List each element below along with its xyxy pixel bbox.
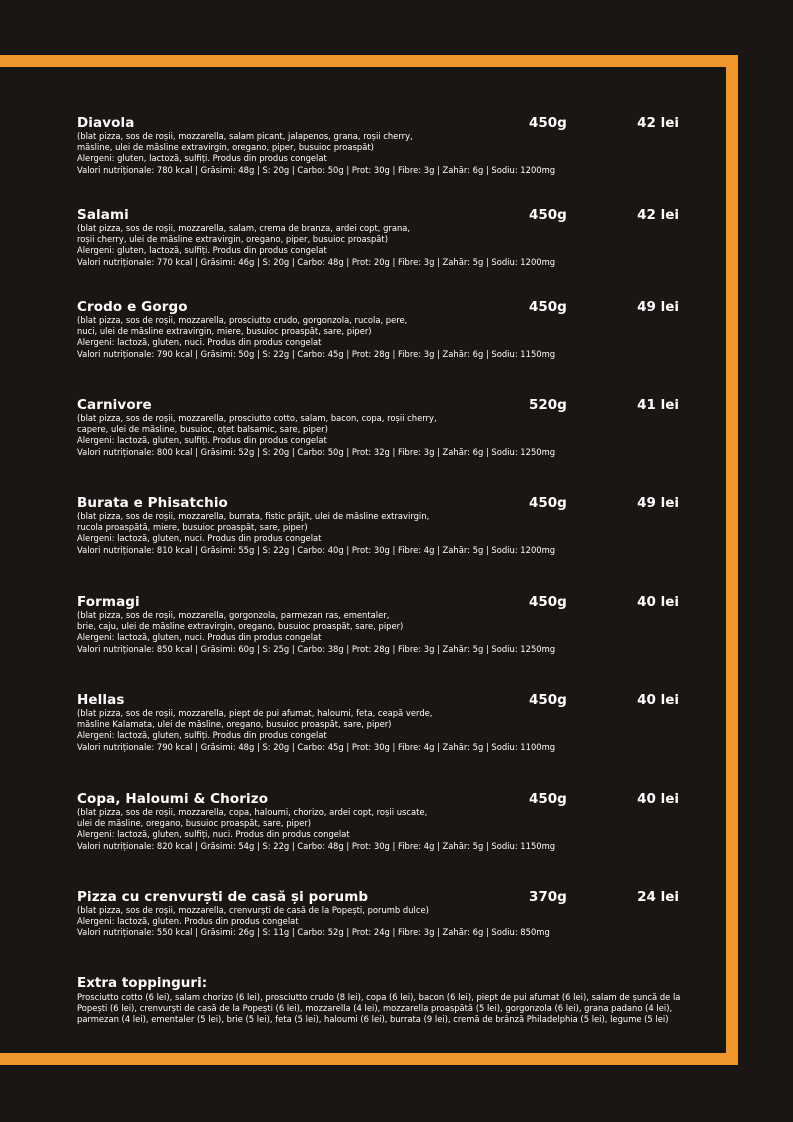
item-description: (blat pizza, sos de roșii, mozzarella, gorgonzola, parmezan ras, ementaler, [77,610,390,620]
item-allergens: Alergeni: lactoză, gluten, sulfiți. Produs din produs congelat [77,730,327,741]
item-nutrition: Valori nutriționale: 810 kcal | Grăsimi: 55g | S: 22g | Carbo: 40g | Prot: 30g | Fibre: 4g | Zahăr: 5g | Sodiu: 1200mg [77,544,556,555]
item-description: (blat pizza, sos de roșii, mozzarella, piept de pui afumat, haloumi, feta, ceapă verde, [77,708,433,718]
item-weight: 450g [529,692,567,708]
item-weight: 370g [529,889,567,905]
menu-item-hellas [77,692,697,753]
item-nutrition: Valori nutriționale: 770 kcal | Grăsimi: 46g | S: 20g | Carbo: 48g | Prot: 20g | Fibre: 3g | Zahăr: 5g | Sodiu: 1200mg [77,256,556,267]
item-description-cont: măsline Kalamata, ulei de măsline, oregano, busuioc proaspăt, sare, piper) [77,719,392,730]
item-description: (blat pizza, sos de roșii, mozzarella, copa, haloumi, chorizo, ardei copt, roșii uscate, [77,807,428,817]
item-name: Pizza cu crenvurști de casă și porumb [77,889,369,905]
item-price: 40 lei [637,791,679,807]
item-name: Salami [77,207,129,223]
menu-item-carnivore [77,397,697,458]
item-description: (blat pizza, sos de roșii, mozzarella, prosciutto crudo, gorgonzola, rucola, pere, [77,315,408,325]
item-allergens: Alergeni: gluten, lactoză, sulfiți. Produs din produs congelat [77,153,327,164]
item-name: Hellas [77,692,125,708]
item-nutrition: Valori nutriționale: 800 kcal | Grăsimi: 52g | S: 20g | Carbo: 50g | Prot: 32g | Fibre: 3g | Zahăr: 6g | Sodiu: 1250mg [77,446,556,457]
item-nutrition: Valori nutriționale: 780 kcal | Grăsimi: 48g | S: 20g | Carbo: 50g | Prot: 30g | Fibre: 3g | Zahăr: 6g | Sodiu: 1200mg [77,164,556,175]
item-price: 40 lei [637,594,679,610]
item-price: 49 lei [637,299,679,315]
item-weight: 450g [529,594,567,610]
item-nutrition: Valori nutriționale: 550 kcal | Grăsimi: 26g | S: 11g | Carbo: 52g | Prot: 24g | Fibre: 3g | Zahăr: 6g | Sodiu: 850mg [77,927,550,938]
item-description-cont: rucola proaspătă, miere, busuioc proaspăt, sare, piper) [77,522,308,533]
item-price: 41 lei [637,397,679,413]
item-description-cont: măsline, ulei de măsline extravirgin, oregano, piper, busuioc proaspăt) [77,142,374,153]
item-description: (blat pizza, sos de roșii, mozzarella, salam picant, jalapenos, grana, roșii cherry, [77,131,413,141]
menu-item-burata-e-phisatchio [77,495,697,556]
item-name: Burata e Phisatchio [77,495,228,511]
menu-item-copa-haloumi-chorizo [77,791,697,852]
item-name: Crodo e Gorgo [77,299,188,315]
item-allergens: Alergeni: lactoză, gluten, nuci. Produs din produs congelat [77,337,322,348]
frame-bottom-bar [0,1053,738,1065]
item-description-cont: brie, caju, ulei de măsline extravirgin, oregano, busuioc proaspăt, sare, piper) [77,621,404,632]
item-allergens: Alergeni: lactoză, gluten, sulfiți. Produs din produs congelat [77,435,327,446]
menu-item-crodo-e-gorgo [77,299,697,360]
item-weight: 450g [529,299,567,315]
menu-item-salami [77,207,697,268]
item-allergens: Alergeni: lactoză, gluten, sulfiți, nuci. Produs din produs congelat [77,829,350,840]
extra-toppings-section [77,975,689,1026]
item-name: Formagi [77,594,140,610]
item-description: (blat pizza, sos de roșii, mozzarella, prosciutto cotto, salam, bacon, copa, roșii cherry, [77,413,437,423]
item-name: Carnivore [77,397,152,413]
item-allergens: Alergeni: gluten, lactoză, sulfiți. Produs din produs congelat [77,245,327,256]
item-nutrition: Valori nutriționale: 790 kcal | Grăsimi: 48g | S: 20g | Carbo: 45g | Prot: 30g | Fibre: 4g | Zahăr: 5g | Sodiu: 1100mg [77,741,556,752]
item-description-cont: capere, ulei de măsline, busuioc, oțet balsamic, sare, piper) [77,424,328,435]
item-description: (blat pizza, sos de roșii, mozzarella, crenvurști de casă de la Popești, porumb dulce) [77,905,429,915]
item-description-cont: ulei de măsline, oregano, busuioc proaspăt, sare, piper) [77,818,312,829]
item-price: 49 lei [637,495,679,511]
item-weight: 450g [529,207,567,223]
item-allergens: Alergeni: lactoză, gluten, nuci. Produs din produs congelat [77,533,322,544]
item-allergens: Alergeni: lactoză, gluten, nuci. Produs din produs congelat [77,632,322,643]
item-nutrition: Valori nutriționale: 850 kcal | Grăsimi: 60g | S: 25g | Carbo: 38g | Prot: 28g | Fibre: 3g | Zahăr: 5g | Sodiu: 1250mg [77,643,556,654]
item-price: 42 lei [637,207,679,223]
item-name: Diavola [77,115,135,131]
item-weight: 520g [529,397,567,413]
item-nutrition: Valori nutriționale: 790 kcal | Grăsimi: 50g | S: 22g | Carbo: 45g | Prot: 28g | Fibre: 3g | Zahăr: 6g | Sodiu: 1150mg [77,348,556,359]
item-weight: 450g [529,115,567,131]
menu-item-diavola [77,115,697,176]
item-nutrition: Valori nutriționale: 820 kcal | Grăsimi: 54g | S: 22g | Carbo: 48g | Prot: 30g | Fibre: 4g | Zahăr: 5g | Sodiu: 1150mg [77,840,556,851]
extra-toppings-title: Extra toppinguri: [77,975,208,991]
item-weight: 450g [529,495,567,511]
frame-right-bar [726,55,738,1065]
item-price: 40 lei [637,692,679,708]
frame-top-bar [0,55,738,67]
item-description-cont: roșii cherry, ulei de măsline extravirgin, oregano, piper, busuioc proaspăt) [77,234,388,245]
item-price: 24 lei [637,889,679,905]
menu-item-formagi [77,594,697,655]
item-allergens: Alergeni: lactoză, gluten. Produs din produs congelat [77,916,299,927]
item-description-cont: nuci, ulei de măsline extravirgin, miere, busuioc proaspăt, sare, piper) [77,326,372,337]
item-weight: 450g [529,791,567,807]
item-name: Copa, Haloumi & Chorizo [77,791,269,807]
item-description: (blat pizza, sos de roșii, mozzarella, salam, crema de branza, ardei copt, grana, [77,223,411,233]
menu-item-pizza-crenvursti-porumb [77,889,697,939]
item-price: 42 lei [637,115,679,131]
extra-toppings-list: Prosciutto cotto (6 lei), salam chorizo (6 lei), prosciutto crudo (8 lei), copa (6 lei), bacon (6 lei), piept de pui afumat (6 lei), salam de șuncă de la Popești (6 lei), crenvurști de casă de la Popești (6 lei), mozzarella (4 lei), mozzarella proaspătă (5 lei), gorgonzola (6 lei), grana padano (4 lei), parmezan (4 lei), ementaler (5 lei), brie (5 lei), feta (5 lei), haloumi (6 lei), burrata (9 lei), cremă de brânză Philadelphia (5 lei), legume (5 lei) [77,992,681,1025]
item-description: (blat pizza, sos de roșii, mozzarella, burrata, fistic prăjit, ulei de măsline extravirgin, [77,511,430,521]
